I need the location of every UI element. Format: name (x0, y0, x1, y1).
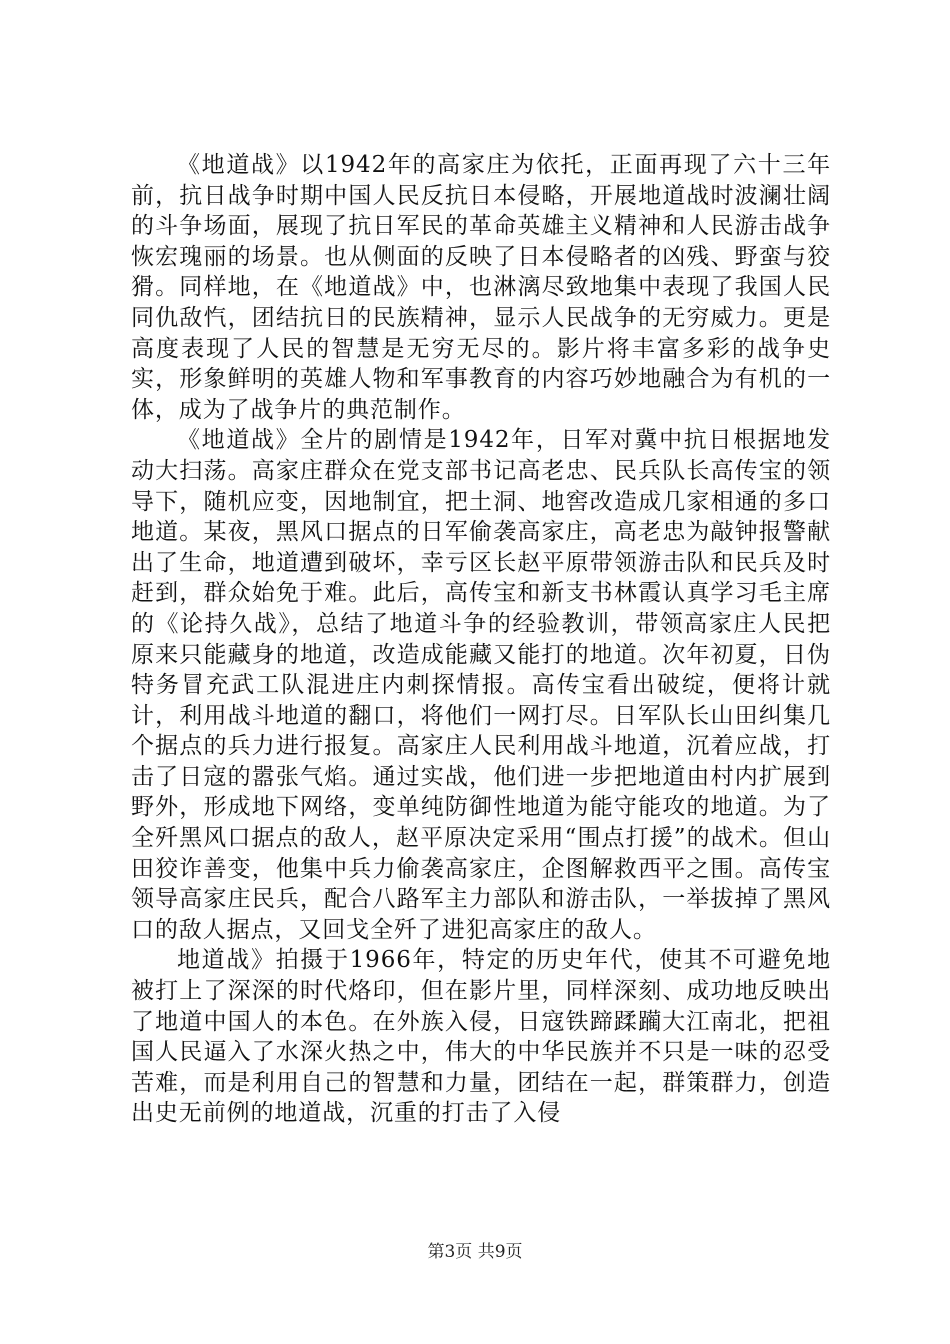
paragraph-1: 《地道战》以1942年的高家庄为依托，正面再现了六十三年前，抗日战争时期中国人民反抗日本侵略，开展地道战时波澜壮阔的斗争场面，展现了抗日军民的革命英雄主义精神和人民游击战争恢宏瑰丽的场景。也从侧面的反映了日本侵略者的凶残、野蛮与狡猾。同样地，在《地道战》中，也淋漓尽致地集中表现了我国人民同仇敌忾，团结抗日的民族精神，显示人民战争的无穷威力。更是高度表现了人民的智慧是无穷无尽的。影片将丰富多彩的战争史实，形象鲜明的英雄人物和军事教育的内容巧妙地融合为有机的一体，成为了战争片的典范制作。 (131, 152, 831, 423)
document-body (131, 150, 831, 1129)
paragraph-2: 《地道战》全片的剧情是1942年，日军对冀中抗日根据地发动大扫荡。高家庄群众在党支部书记高老忠、民兵队长高传宝的领导下，随机应变，因地制宜，把土洞、地窖改造成几家相通的多口地道。某夜，黑风口据点的日军偷袭高家庄，高老忠为敲钟报警献出了生命，地道遭到破坏，幸亏区长赵平原带领游击队和民兵及时赶到，群众始免于难。此后，高传宝和新支书林霞认真学习毛主席的《论持久战》，总结了地道斗争的经验教训，带领高家庄人民把原来只能藏身的地道，改造成能藏又能打的地道。次年初夏，日伪特务冒充武工队混进庄内刺探情报。高传宝看出破绽，便将计就计，利用战斗地道的翻口，将他们一网打尽。日军队长山田纠集几个据点的兵力进行报复。高家庄人民利用战斗地道，沉着应战，打击了日寇的嚣张气焰。通过实战，他们进一步把地道由村内扩展到野外，形成地下网络，变单纯防御性地道为能守能攻的地道。为了全歼黑风口据点的敌人，赵平原决定采用“围点打援”的战术。但山田狡诈善变，他集中兵力偷袭高家庄，企图解救西平之围。高传宝领导高家庄民兵，配合八路军主力部队和游击队，一举拔掉了黑风口的敌人据点，又回戈全歼了进犯高家庄的敌人。 (131, 427, 831, 943)
page-number-indicator: 第3页 共9页 (427, 1242, 523, 1262)
paragraph-3: 地道战》拍摄于1966年，特定的历史年代，使其不可避免地被打上了深深的时代烙印，但在影片里，同样深刻、成功地反映出了地道中国人的本色。在外族入侵，日寇铁蹄蹂躏大江南北，把祖国人民逼入了水深火热之中，伟大的中华民族并不只是一味的忍受苦难，而是利用自己的智慧和力量，团结在一起，群策群力，创造出史无前例的地道战，沉重的打击了入侵 (131, 947, 831, 1127)
page-footer (0, 1242, 950, 1262)
